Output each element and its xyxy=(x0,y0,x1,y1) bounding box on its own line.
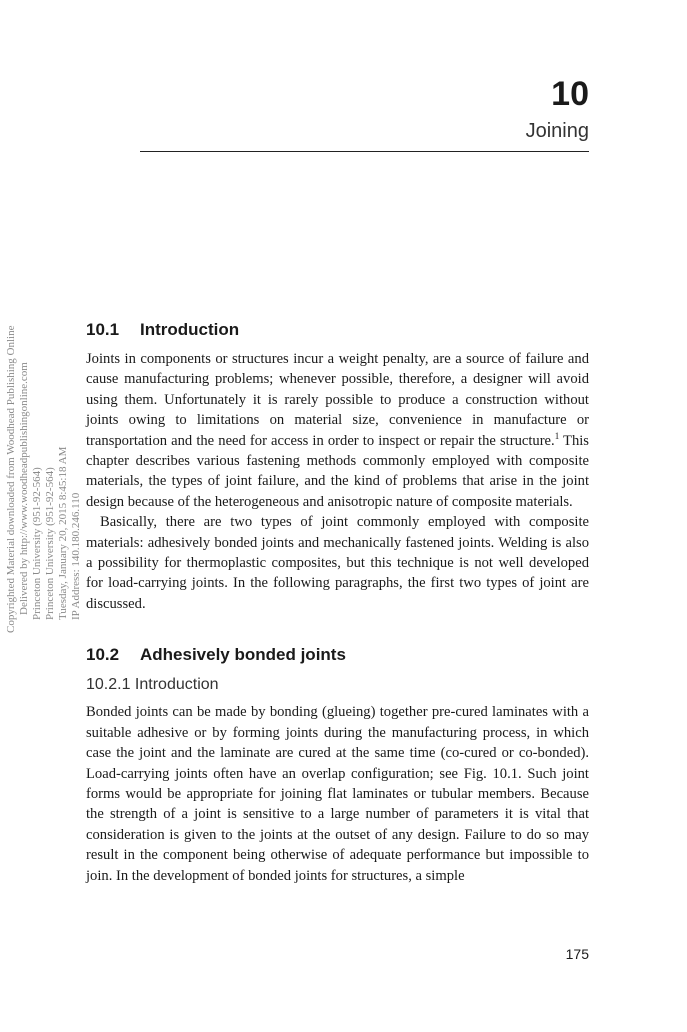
chapter-number: 10 xyxy=(551,75,589,113)
section-spacer xyxy=(86,614,589,644)
footnote-reference[interactable]: 1 xyxy=(554,430,560,441)
watermark-line: Copyrighted Material downloaded from Woodhead Publishing Online xyxy=(5,325,17,633)
section-heading-introduction xyxy=(86,319,589,341)
page-body xyxy=(86,319,589,886)
section-heading-adhesively-bonded-joints xyxy=(86,644,589,666)
watermark-line: Princeton University (951-92-564) xyxy=(44,467,56,620)
section-number: 10.1 xyxy=(86,320,120,339)
chapter-title: Joining xyxy=(525,120,589,142)
paragraph: Bonded joints can be made by bonding (glueing) together pre-cured laminates with a suitable adhesive or by forming joints during the manufacturing process, in which case the joint and the laminate are cured at the same time (co-cured or co-bonded). Load-carrying joints often have an overlap configuration; see Fig. 10.1. Such joint forms would be appropriate for joining flat laminates or tubular members. Because the strength of a joint is sensitive to a large number of parameters it is vital that consideration is given to the joints at the outset of any design. Failure to do so may result in the component being otherwise of adequate performance but impossible to join. In the development of bonded joints for structures, a simple xyxy=(86,704,589,884)
watermark-line: Tuesday, January 20, 2015 8:45:18 AM xyxy=(57,446,69,620)
subsection-heading: 10.2.1 Introduction xyxy=(86,676,219,694)
copyright-watermark xyxy=(0,0,84,1032)
section-number: 10.2 xyxy=(86,645,120,665)
paragraph-text: Joints in components or structures incur a weight penalty, are a source of failure and cause manufacturing problems; whenever possible, therefore, a designer will avoid using them. Unfortunately it is rarely possible to produce a construction without joints owing to limitations on material size, convenience in manufacture or transportation and the need for access in order to inspect or repair the structure. xyxy=(86,351,589,449)
chapter-divider xyxy=(140,151,589,152)
section-title: Adhesively bonded joints xyxy=(140,645,346,665)
page-number: 175 xyxy=(565,946,589,962)
paragraph: Basically, there are two types of joint commonly employed with composite materials: adhesively bonded joints and mechanically fastened joints. Welding is also a possibility for thermoplastic composites, but this technique is not well developed for load-carrying joints. In the following paragraphs, the first two types of joint are discussed. xyxy=(86,514,589,612)
watermark-line: IP Address: 140.180.246.110 xyxy=(70,492,82,620)
section-title: Introduction xyxy=(140,320,240,339)
watermark-line: Delivered by http://www.woodheadpublishingonline.com xyxy=(18,362,30,615)
paragraph-text: This chapter describes various fastening methods commonly employed with composite materials, the types of joint failure, and the kind of problems that arise in the joint design because of the heterogeneous and anisotropic nature of composite materials. xyxy=(86,432,589,510)
watermark-line: Princeton University (951-92-564) xyxy=(31,467,43,620)
paragraph xyxy=(86,349,589,512)
